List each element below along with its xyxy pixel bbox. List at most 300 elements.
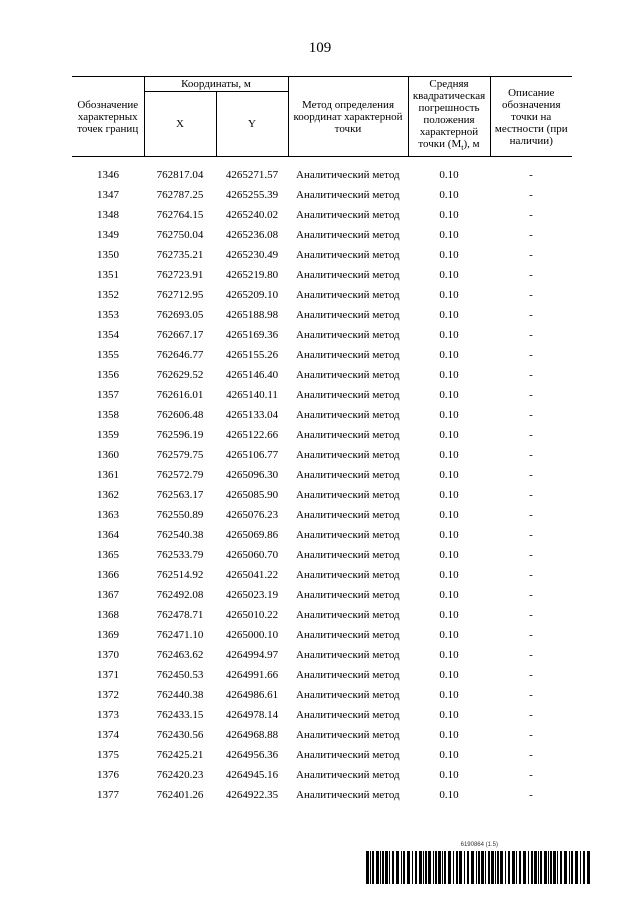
cell-point-number: 1374: [97, 729, 119, 741]
cell-x: 762667.17: [156, 329, 204, 341]
cell-method: Аналитический метод: [296, 329, 400, 341]
table-row: [72, 345, 572, 365]
cell-error: 0.10: [439, 189, 459, 201]
cell-point-number: 1353: [97, 309, 119, 321]
cell-y: 4265060.70: [225, 549, 279, 561]
cell-y: 4264945.16: [225, 769, 279, 781]
barcode-bar: [550, 851, 552, 884]
cell-point-number: 1375: [97, 749, 119, 761]
cell-point-number: 1363: [97, 509, 119, 521]
table-row: [72, 725, 572, 745]
cell-point-number: 1356: [97, 369, 119, 381]
cell-x: 762478.71: [156, 609, 204, 621]
barcode-bar: [433, 851, 434, 884]
cell-description: -: [529, 769, 533, 781]
cell-method: Аналитический метод: [296, 749, 400, 761]
cell-method: Аналитический метод: [296, 689, 400, 701]
cell-method: Аналитический метод: [296, 729, 400, 741]
page-number: 109: [308, 40, 332, 56]
cell-x: 762450.53: [156, 669, 204, 681]
cell-point-number: 1367: [97, 589, 119, 601]
cell-y: 4265122.66: [225, 429, 279, 441]
cell-y: 4264922.35: [225, 789, 279, 801]
table-row: [72, 705, 572, 725]
barcode-bar: [453, 851, 454, 884]
cell-point-number: 1355: [97, 349, 119, 361]
cell-error: 0.10: [439, 389, 459, 401]
header-y: Y: [216, 92, 288, 157]
barcode-bar: [448, 851, 451, 884]
cell-description: -: [529, 309, 533, 321]
cell-point-number: 1347: [97, 189, 119, 201]
cell-error: 0.10: [439, 529, 459, 541]
cell-error: 0.10: [439, 769, 459, 781]
table-row: [72, 645, 572, 665]
barcode-bar: [491, 851, 494, 884]
cell-error: 0.10: [439, 609, 459, 621]
cell-error: 0.10: [439, 289, 459, 301]
barcode-bar: [587, 851, 590, 884]
cell-method: Аналитический метод: [296, 429, 400, 441]
cell-method: Аналитический метод: [296, 709, 400, 721]
header-coordinates: Координаты, м: [144, 77, 288, 92]
cell-y: 4265076.23: [225, 509, 279, 521]
barcode-bar: [382, 851, 384, 884]
cell-description: -: [529, 729, 533, 741]
cell-error: 0.10: [439, 729, 459, 741]
cell-method: Аналитический метод: [296, 589, 400, 601]
cell-method: Аналитический метод: [296, 449, 400, 461]
barcode-bar: [366, 851, 369, 884]
table-row: [72, 225, 572, 245]
barcode-caption: 6190864 (1.5): [460, 842, 498, 848]
cell-error: 0.10: [439, 329, 459, 341]
barcode: [366, 851, 590, 884]
cell-description: -: [529, 689, 533, 701]
cell-x: 762401.26: [156, 789, 204, 801]
cell-description: -: [529, 169, 533, 181]
cell-y: 4265023.19: [225, 589, 279, 601]
cell-point-number: 1361: [97, 469, 119, 481]
barcode-bar: [531, 851, 533, 884]
header-error-unit: ), м: [463, 138, 480, 151]
cell-point-number: 1350: [97, 249, 119, 261]
cell-point-number: 1352: [97, 289, 119, 301]
cell-error: 0.10: [439, 249, 459, 261]
barcode-bar: [488, 851, 490, 884]
cell-point-number: 1373: [97, 709, 119, 721]
cell-point-number: 1366: [97, 569, 119, 581]
cell-method: Аналитический метод: [296, 229, 400, 241]
barcode-bar: [497, 851, 499, 884]
cell-method: Аналитический метод: [296, 609, 400, 621]
barcode-bar: [419, 851, 422, 884]
table-row: [72, 185, 572, 205]
cell-x: 762463.62: [156, 649, 204, 661]
cell-error: 0.10: [439, 649, 459, 661]
cell-y: 4264986.61: [225, 689, 279, 701]
header-point-designation: Обозначение характерных точек границ: [72, 77, 144, 157]
barcode-bar: [467, 851, 469, 884]
cell-description: -: [529, 389, 533, 401]
cell-description: -: [529, 209, 533, 221]
barcode-bar: [519, 851, 521, 884]
cell-error: 0.10: [439, 549, 459, 561]
table-row: [72, 545, 572, 565]
barcode-bar: [376, 851, 379, 884]
cell-point-number: 1364: [97, 529, 119, 541]
header-error: [408, 77, 490, 157]
barcode-bar: [548, 851, 549, 884]
cell-y: 4265133.04: [225, 409, 279, 421]
cell-x: 762579.75: [156, 449, 204, 461]
cell-method: Аналитический метод: [296, 649, 400, 661]
cell-error: 0.10: [439, 709, 459, 721]
barcode-bar: [516, 851, 517, 884]
cell-point-number: 1372: [97, 689, 119, 701]
cell-point-number: 1369: [97, 629, 119, 641]
cell-description: -: [529, 189, 533, 201]
cell-description: -: [529, 589, 533, 601]
cell-error: 0.10: [439, 449, 459, 461]
header-x: X: [144, 92, 216, 157]
cell-error: 0.10: [439, 409, 459, 421]
cell-x: 762787.25: [156, 189, 204, 201]
cell-x: 762629.52: [156, 369, 204, 381]
cell-method: Аналитический метод: [296, 209, 400, 221]
cell-x: 762425.21: [156, 749, 204, 761]
cell-point-number: 1351: [97, 269, 119, 281]
cell-method: Аналитический метод: [296, 509, 400, 521]
barcode-area: [366, 842, 590, 886]
cell-method: Аналитический метод: [296, 629, 400, 641]
cell-y: 4265271.57: [225, 169, 279, 181]
header-method: Метод определения координат характерной точки: [288, 77, 408, 157]
cell-x: 762606.48: [156, 409, 204, 421]
barcode-bar: [495, 851, 496, 884]
cell-x: 762471.10: [156, 629, 204, 641]
barcode-bar: [438, 851, 441, 884]
cell-y: 4265096.30: [225, 469, 279, 481]
cell-x: 762750.04: [156, 229, 204, 241]
cell-point-number: 1348: [97, 209, 119, 221]
cell-point-number: 1376: [97, 769, 119, 781]
cell-point-number: 1358: [97, 409, 119, 421]
cell-point-number: 1377: [97, 789, 119, 801]
cell-description: -: [529, 709, 533, 721]
barcode-bar: [412, 851, 413, 884]
cell-description: -: [529, 569, 533, 581]
cell-y: 4265169.36: [225, 329, 279, 341]
cell-method: Аналитический метод: [296, 669, 400, 681]
cell-y: 4265236.08: [225, 229, 279, 241]
table-row: [72, 405, 572, 425]
cell-error: 0.10: [439, 509, 459, 521]
cell-description: -: [529, 509, 533, 521]
cell-error: 0.10: [439, 789, 459, 801]
cell-description: -: [529, 449, 533, 461]
table-row: [72, 465, 572, 485]
cell-error: 0.10: [439, 489, 459, 501]
barcode-bar: [481, 851, 484, 884]
cell-method: Аналитический метод: [296, 289, 400, 301]
table-row: [72, 305, 572, 325]
barcode-bar: [508, 851, 510, 884]
cell-description: -: [529, 269, 533, 281]
cell-y: 4265155.26: [225, 349, 279, 361]
table-row: [72, 165, 572, 185]
barcode-bar: [478, 851, 480, 884]
header-error-subscript: t: [461, 143, 464, 153]
barcode-bar: [415, 851, 417, 884]
cell-point-number: 1362: [97, 489, 119, 501]
cell-description: -: [529, 549, 533, 561]
cell-y: 4265255.39: [225, 189, 279, 201]
cell-y: 4265010.22: [225, 609, 279, 621]
cell-x: 762433.15: [156, 709, 204, 721]
cell-description: -: [529, 489, 533, 501]
cell-x: 762430.56: [156, 729, 204, 741]
cell-description: -: [529, 669, 533, 681]
barcode-bar: [370, 851, 371, 884]
table-row: [72, 445, 572, 465]
cell-y: 4264991.66: [225, 669, 279, 681]
cell-point-number: 1371: [97, 669, 119, 681]
cell-error: 0.10: [439, 589, 459, 601]
cell-description: -: [529, 529, 533, 541]
cell-y: 4265219.80: [225, 269, 279, 281]
cell-point-number: 1370: [97, 649, 119, 661]
cell-point-number: 1368: [97, 609, 119, 621]
barcode-bar: [385, 851, 388, 884]
cell-x: 762540.38: [156, 529, 204, 541]
cell-method: Аналитический метод: [296, 309, 400, 321]
table-row: [72, 265, 572, 285]
cell-description: -: [529, 789, 533, 801]
cell-x: 762817.04: [156, 169, 204, 181]
cell-y: 4264956.36: [225, 749, 279, 761]
cell-point-number: 1357: [97, 389, 119, 401]
cell-error: 0.10: [439, 349, 459, 361]
barcode-bar: [569, 851, 570, 884]
cell-method: Аналитический метод: [296, 369, 400, 381]
cell-point-number: 1349: [97, 229, 119, 241]
cell-point-number: 1365: [97, 549, 119, 561]
table-row: [72, 285, 572, 305]
cell-description: -: [529, 289, 533, 301]
cell-description: -: [529, 629, 533, 641]
cell-y: 4265000.10: [225, 629, 279, 641]
cell-x: 762712.95: [156, 289, 204, 301]
cell-x: 762533.79: [156, 549, 204, 561]
cell-y: 4264994.97: [225, 649, 279, 661]
cell-x: 762764.15: [156, 209, 204, 221]
barcode-bar: [435, 851, 437, 884]
cell-x: 762492.08: [156, 589, 204, 601]
cell-y: 4265209.10: [225, 289, 279, 301]
cell-method: Аналитический метод: [296, 349, 400, 361]
barcode-bar: [505, 851, 506, 884]
cell-y: 4265240.02: [225, 209, 279, 221]
cell-x: 762693.05: [156, 309, 204, 321]
cell-method: Аналитический метод: [296, 409, 400, 421]
barcode-bar: [459, 851, 462, 884]
barcode-bar: [425, 851, 427, 884]
table-row: [72, 485, 572, 505]
cell-error: 0.10: [439, 429, 459, 441]
barcode-bar: [428, 851, 431, 884]
barcode-bar: [392, 851, 394, 884]
cell-method: Аналитический метод: [296, 169, 400, 181]
table-row: [72, 665, 572, 685]
cell-error: 0.10: [439, 369, 459, 381]
barcode-bar: [512, 851, 515, 884]
cell-y: 4265188.98: [225, 309, 279, 321]
cell-error: 0.10: [439, 689, 459, 701]
cell-error: 0.10: [439, 569, 459, 581]
cell-y: 4265146.40: [225, 369, 279, 381]
table-body: [72, 157, 572, 806]
cell-error: 0.10: [439, 749, 459, 761]
header-error-text: Средняя квадратическая погрешность положения характерной точки (M: [412, 78, 486, 151]
cell-x: 762735.21: [156, 249, 204, 261]
cell-error: 0.10: [439, 469, 459, 481]
barcode-bar: [471, 851, 474, 884]
barcode-bar: [571, 851, 573, 884]
cell-description: -: [529, 469, 533, 481]
cell-method: Аналитический метод: [296, 769, 400, 781]
barcode-bar: [538, 851, 539, 884]
cell-error: 0.10: [439, 209, 459, 221]
cell-description: -: [529, 369, 533, 381]
cell-method: Аналитический метод: [296, 389, 400, 401]
cell-description: -: [529, 609, 533, 621]
table-row: [72, 585, 572, 605]
table-row: [72, 685, 572, 705]
barcode-bar: [560, 851, 562, 884]
barcode-bar: [380, 851, 381, 884]
cell-point-number: 1360: [97, 449, 119, 461]
cell-x: 762514.92: [156, 569, 204, 581]
cell-x: 762563.17: [156, 489, 204, 501]
barcode-bar: [583, 851, 585, 884]
barcode-bar: [442, 851, 443, 884]
barcode-bar: [407, 851, 410, 884]
cell-y: 4264978.14: [225, 709, 279, 721]
barcode-bar: [401, 851, 402, 884]
cell-method: Аналитический метод: [296, 489, 400, 501]
cell-y: 4265069.86: [225, 529, 279, 541]
cell-x: 762440.38: [156, 689, 204, 701]
table-row: [72, 505, 572, 525]
table-row: [72, 245, 572, 265]
barcode-bar: [444, 851, 446, 884]
cell-y: 4265230.49: [225, 249, 279, 261]
barcode-bar: [528, 851, 529, 884]
table-row: [72, 325, 572, 345]
barcode-bar: [553, 851, 556, 884]
cell-description: -: [529, 409, 533, 421]
cell-method: Аналитический метод: [296, 549, 400, 561]
cell-error: 0.10: [439, 229, 459, 241]
table-row: [72, 625, 572, 645]
barcode-bar: [403, 851, 405, 884]
cell-method: Аналитический метод: [296, 569, 400, 581]
barcode-bar: [464, 851, 465, 884]
cell-method: Аналитический метод: [296, 189, 400, 201]
barcode-bar: [544, 851, 547, 884]
barcode-bar: [540, 851, 542, 884]
table-row: [72, 765, 572, 785]
table-row: [72, 425, 572, 445]
cell-y: 4265140.11: [226, 389, 278, 401]
barcode-bar: [476, 851, 477, 884]
barcode-bar: [580, 851, 581, 884]
cell-description: -: [529, 649, 533, 661]
cell-point-number: 1359: [97, 429, 119, 441]
barcode-bar: [423, 851, 424, 884]
cell-y: 4264968.88: [225, 729, 279, 741]
header-description: Описание обозначения точки на местности (при наличии): [490, 77, 572, 157]
cell-point-number: 1346: [97, 169, 119, 181]
table-spacer: [72, 157, 572, 166]
barcode-bar: [534, 851, 537, 884]
barcode-bar: [575, 851, 578, 884]
cell-description: -: [529, 429, 533, 441]
table-header: [72, 77, 572, 157]
table-row: [72, 785, 572, 805]
table-row: [72, 365, 572, 385]
barcode-bar: [372, 851, 374, 884]
cell-error: 0.10: [439, 169, 459, 181]
cell-error: 0.10: [439, 629, 459, 641]
table-row: [72, 745, 572, 765]
cell-y: 4265106.77: [225, 449, 279, 461]
cell-method: Аналитический метод: [296, 469, 400, 481]
cell-description: -: [529, 249, 533, 261]
barcode-bar: [485, 851, 486, 884]
cell-method: Аналитический метод: [296, 529, 400, 541]
cell-x: 762420.23: [156, 769, 204, 781]
cell-description: -: [529, 749, 533, 761]
coordinates-table: [72, 76, 572, 805]
cell-method: Аналитический метод: [296, 789, 400, 801]
table-row: [72, 525, 572, 545]
cell-x: 762550.89: [156, 509, 204, 521]
cell-method: Аналитический метод: [296, 269, 400, 281]
barcode-bar: [456, 851, 458, 884]
cell-description: -: [529, 329, 533, 341]
barcode-bar: [389, 851, 390, 884]
table-row: [72, 565, 572, 585]
cell-method: Аналитический метод: [296, 249, 400, 261]
cell-y: 4265085.90: [225, 489, 279, 501]
cell-y: 4265041.22: [225, 569, 279, 581]
cell-description: -: [529, 349, 533, 361]
cell-error: 0.10: [439, 309, 459, 321]
cell-x: 762616.01: [156, 389, 204, 401]
cell-x: 762723.91: [156, 269, 204, 281]
barcode-bar: [500, 851, 503, 884]
table-row: [72, 605, 572, 625]
cell-error: 0.10: [439, 269, 459, 281]
table-row: [72, 385, 572, 405]
table-row: [72, 205, 572, 225]
cell-error: 0.10: [439, 669, 459, 681]
cell-x: 762596.19: [156, 429, 204, 441]
barcode-bar: [523, 851, 526, 884]
cell-description: -: [529, 229, 533, 241]
